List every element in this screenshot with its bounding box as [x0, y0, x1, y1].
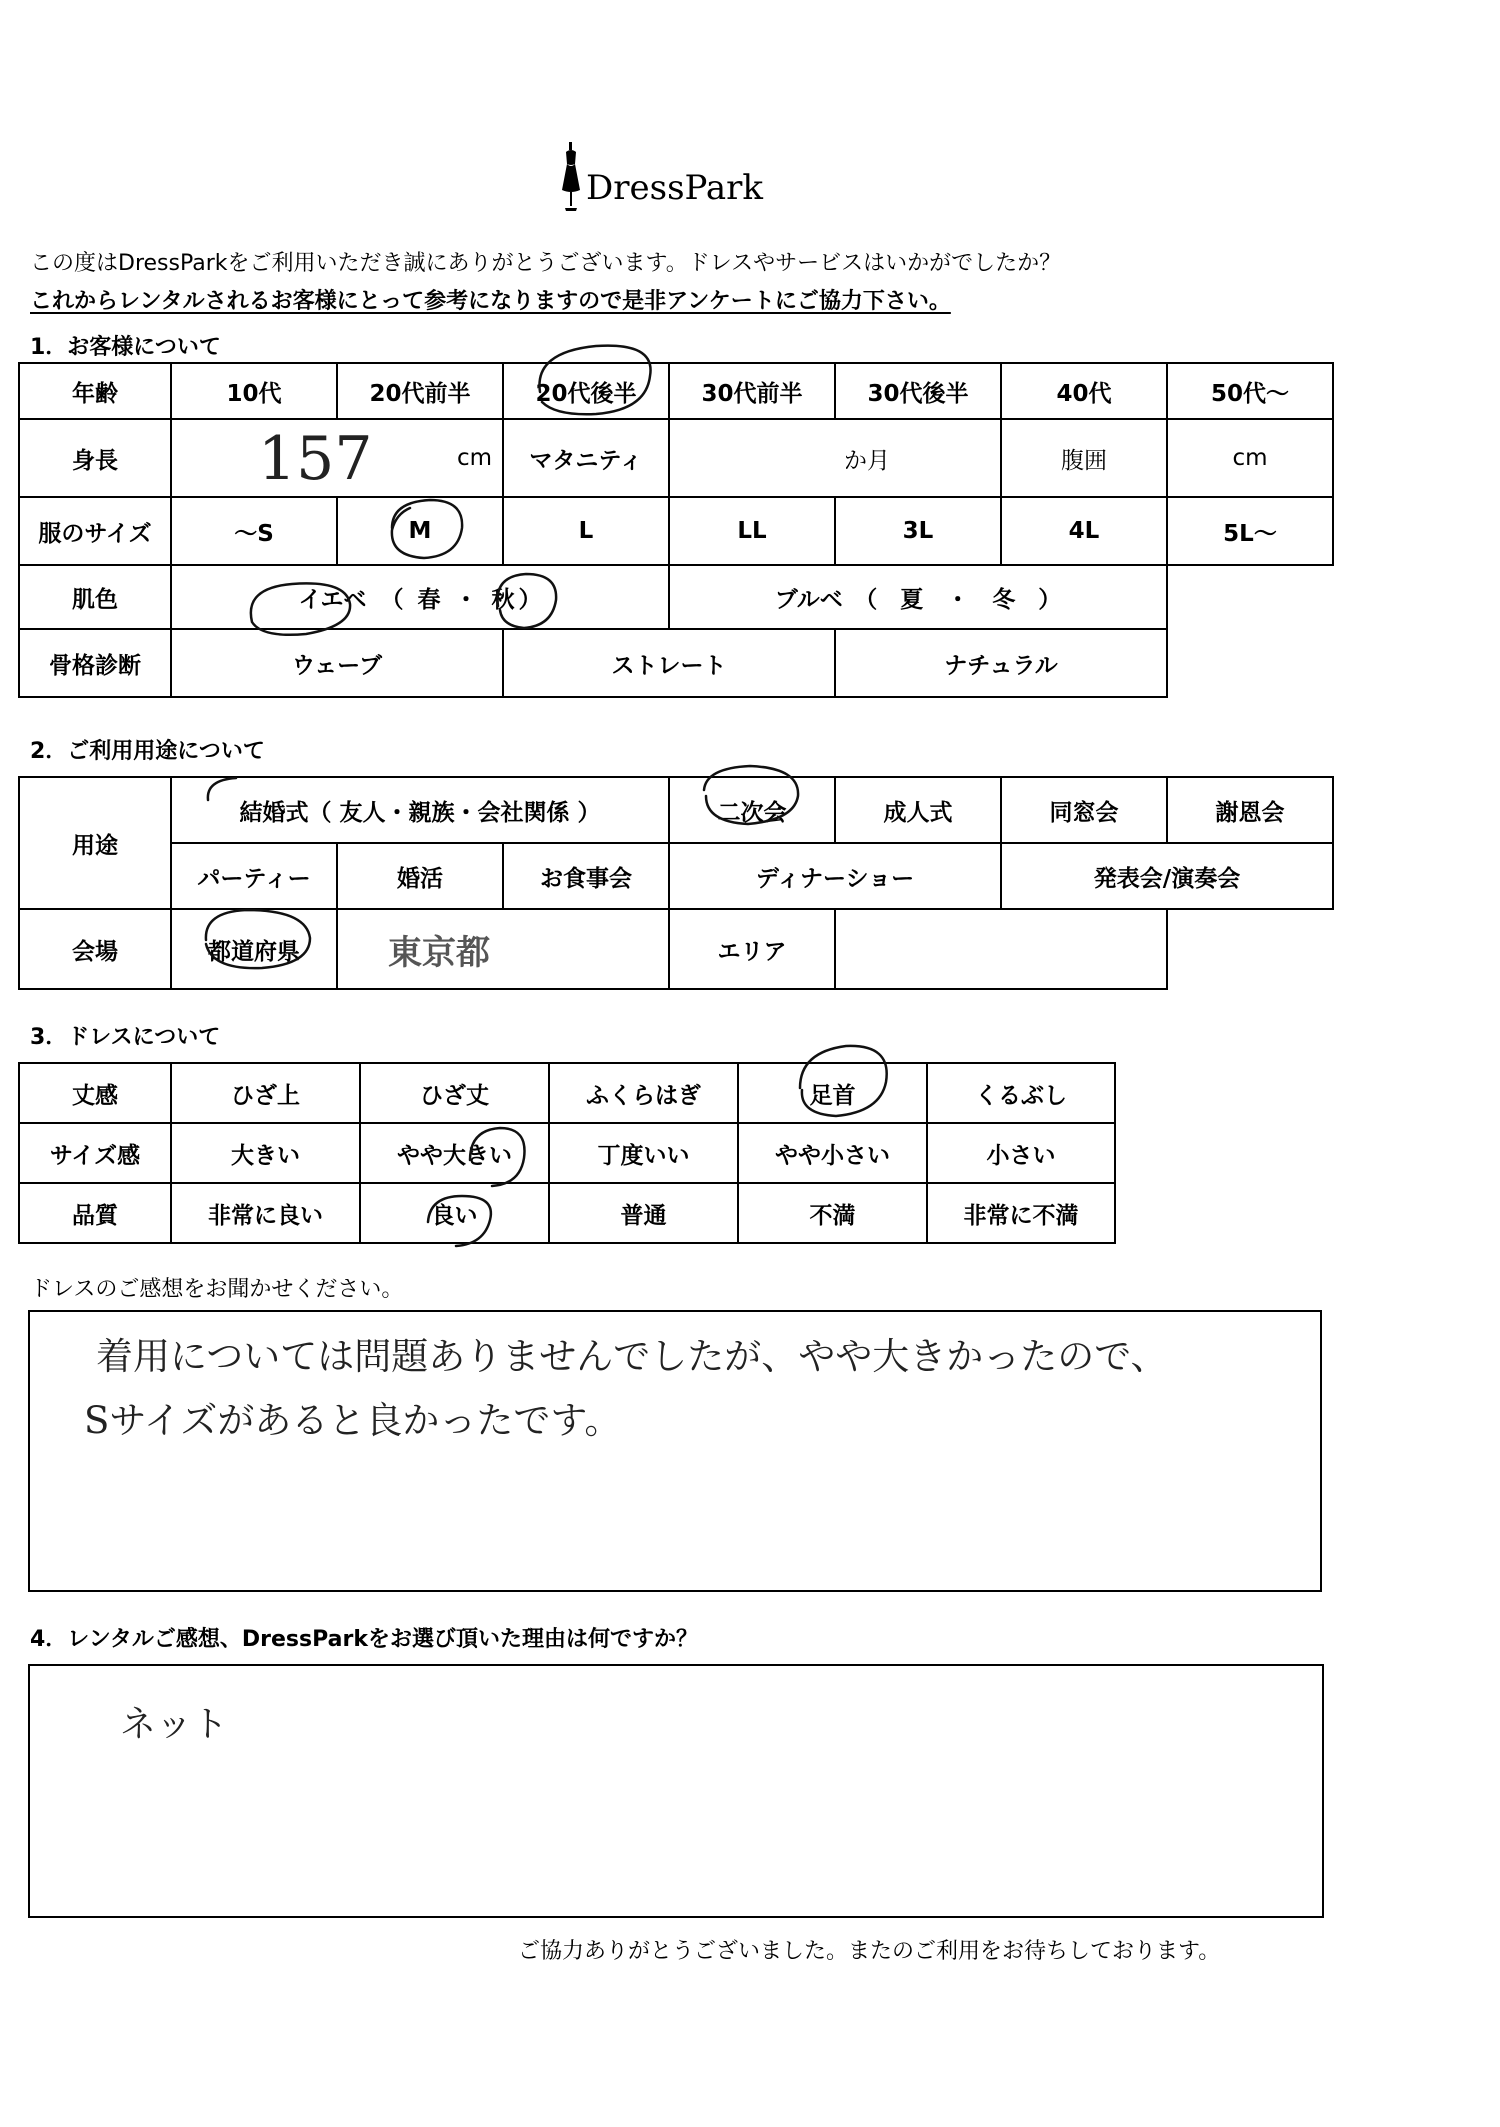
skin-yellow-paren-close: ） [518, 586, 542, 613]
size-option[interactable]: 3L [834, 496, 1002, 566]
quality-label: 品質 [18, 1182, 172, 1244]
maternity-label: マタニティ [502, 418, 670, 498]
size-option[interactable]: 5L～ [1166, 496, 1334, 566]
size-option[interactable]: LL [668, 496, 836, 566]
purpose-option[interactable]: 婚活 [336, 842, 504, 910]
length-option[interactable]: ひざ丈 [359, 1062, 550, 1124]
age-option[interactable]: 20代前半 [336, 362, 504, 420]
length-label: 丈感 [18, 1062, 172, 1124]
quality-option[interactable]: 不満 [737, 1182, 928, 1244]
maternity-field[interactable] [668, 418, 1002, 498]
brand-name: DressPark [586, 168, 764, 208]
skin-spring: 春 [417, 586, 441, 613]
reason-answer: ネット [120, 1704, 229, 1745]
maternity-unit: か月 [844, 447, 890, 474]
fit-option[interactable]: 丁度いい [548, 1122, 739, 1184]
feedback-label: ドレスのご感想をお聞かせください。 [30, 1277, 404, 1302]
purpose-option[interactable]: 発表会/演奏会 [1000, 842, 1334, 910]
quality-option[interactable]: 良い [359, 1182, 550, 1244]
height-unit: cm [456, 445, 492, 471]
dress-form-icon [558, 142, 584, 222]
age-option[interactable]: 10代 [170, 362, 338, 420]
area-label: エリア [668, 908, 836, 990]
section-2-title: 2．ご利用用途について [30, 739, 265, 764]
fit-label: サイズ感 [18, 1122, 172, 1184]
height-label: 身長 [18, 418, 172, 498]
prefecture-label: 都道府県 [170, 908, 338, 990]
skin-autumn: 秋 [491, 586, 515, 613]
size-option[interactable]: ～S [170, 496, 338, 566]
size-option[interactable]: 4L [1000, 496, 1168, 566]
prefecture-field[interactable] [336, 908, 670, 990]
skin-blue-option[interactable]: ブルベ （ 夏 ・ 冬 ） [668, 564, 1168, 630]
purpose-wedding[interactable]: 結婚式（ 友人・親族・会社関係 ） [170, 776, 670, 844]
purpose-option[interactable]: 謝恩会 [1166, 776, 1334, 844]
size-option[interactable]: L [502, 496, 670, 566]
purpose-option[interactable]: 同窓会 [1000, 776, 1168, 844]
skin-yellow-option[interactable] [170, 564, 670, 630]
size-label: 服のサイズ [18, 496, 172, 566]
intro-line-1: この度はDressParkをご利用いただき誠にありがとうございます。ドレスやサービスはいかがでしたか？ [30, 251, 1062, 276]
quality-option[interactable]: 普通 [548, 1182, 739, 1244]
waist-label: 腹囲 [1000, 418, 1168, 498]
purpose-option[interactable]: お食事会 [502, 842, 670, 910]
age-label: 年齢 [18, 362, 172, 420]
age-option[interactable]: 50代～ [1166, 362, 1334, 420]
size-option[interactable]: M [336, 496, 504, 566]
length-option[interactable]: 足首 [737, 1062, 928, 1124]
intro-line-2: これからレンタルされるお客様にとって参考になりますので是非アンケートにご協力下さい。 [30, 289, 951, 314]
purpose-label: 用途 [18, 776, 172, 910]
venue-label: 会場 [18, 908, 172, 990]
age-option[interactable]: 20代後半 [502, 362, 670, 420]
fit-option[interactable]: やや小さい [737, 1122, 928, 1184]
purpose-option[interactable]: 成人式 [834, 776, 1002, 844]
length-option[interactable]: くるぶし [926, 1062, 1116, 1124]
waist-unit: cm [1232, 445, 1268, 471]
feedback-line-2: Sサイズがあると良かったです。 [84, 1399, 622, 1442]
skin-yellow-name: イエベ [298, 586, 367, 613]
frame-option[interactable]: ストレート [502, 628, 836, 698]
section-3-title: 3．ドレスについて [30, 1025, 221, 1050]
skin-dot: ・ [454, 586, 478, 613]
length-option[interactable]: ひざ上 [170, 1062, 361, 1124]
skin-label: 肌色 [18, 564, 172, 630]
area-field[interactable] [834, 908, 1168, 990]
age-option[interactable]: 30代後半 [834, 362, 1002, 420]
frame-label: 骨格診断 [18, 628, 172, 698]
purpose-option[interactable]: パーティー [170, 842, 338, 910]
quality-option[interactable]: 非常に不満 [926, 1182, 1116, 1244]
age-option[interactable]: 40代 [1000, 362, 1168, 420]
age-option[interactable]: 30代前半 [668, 362, 836, 420]
section-1-title: 1．お客様について [30, 335, 221, 360]
closing-message: ご協力ありがとうございました。またのご利用をお待ちしております。 [518, 1939, 1221, 1964]
height-value: 157 [258, 424, 373, 494]
purpose-option[interactable]: ディナーショー [668, 842, 1002, 910]
skin-yellow-paren-open: （ [380, 586, 404, 613]
quality-option[interactable]: 非常に良い [170, 1182, 361, 1244]
waist-field[interactable] [1166, 418, 1334, 498]
section-4-title: 4．レンタルご感想、DressParkをお選び頂いた理由は何ですか？ [30, 1627, 698, 1652]
fit-option[interactable]: やや大きい [359, 1122, 550, 1184]
frame-option[interactable]: ナチュラル [834, 628, 1168, 698]
brand-logo [558, 142, 788, 222]
fit-option[interactable]: 大きい [170, 1122, 361, 1184]
length-option[interactable]: ふくらはぎ [548, 1062, 739, 1124]
prefecture-value: 東京都 [388, 932, 490, 973]
purpose-option[interactable]: 二次会 [668, 776, 836, 844]
frame-option[interactable]: ウェーブ [170, 628, 504, 698]
feedback-line-1: 着用については問題ありませんでしたが、やや大きかったので、 [96, 1335, 1168, 1378]
fit-option[interactable]: 小さい [926, 1122, 1116, 1184]
